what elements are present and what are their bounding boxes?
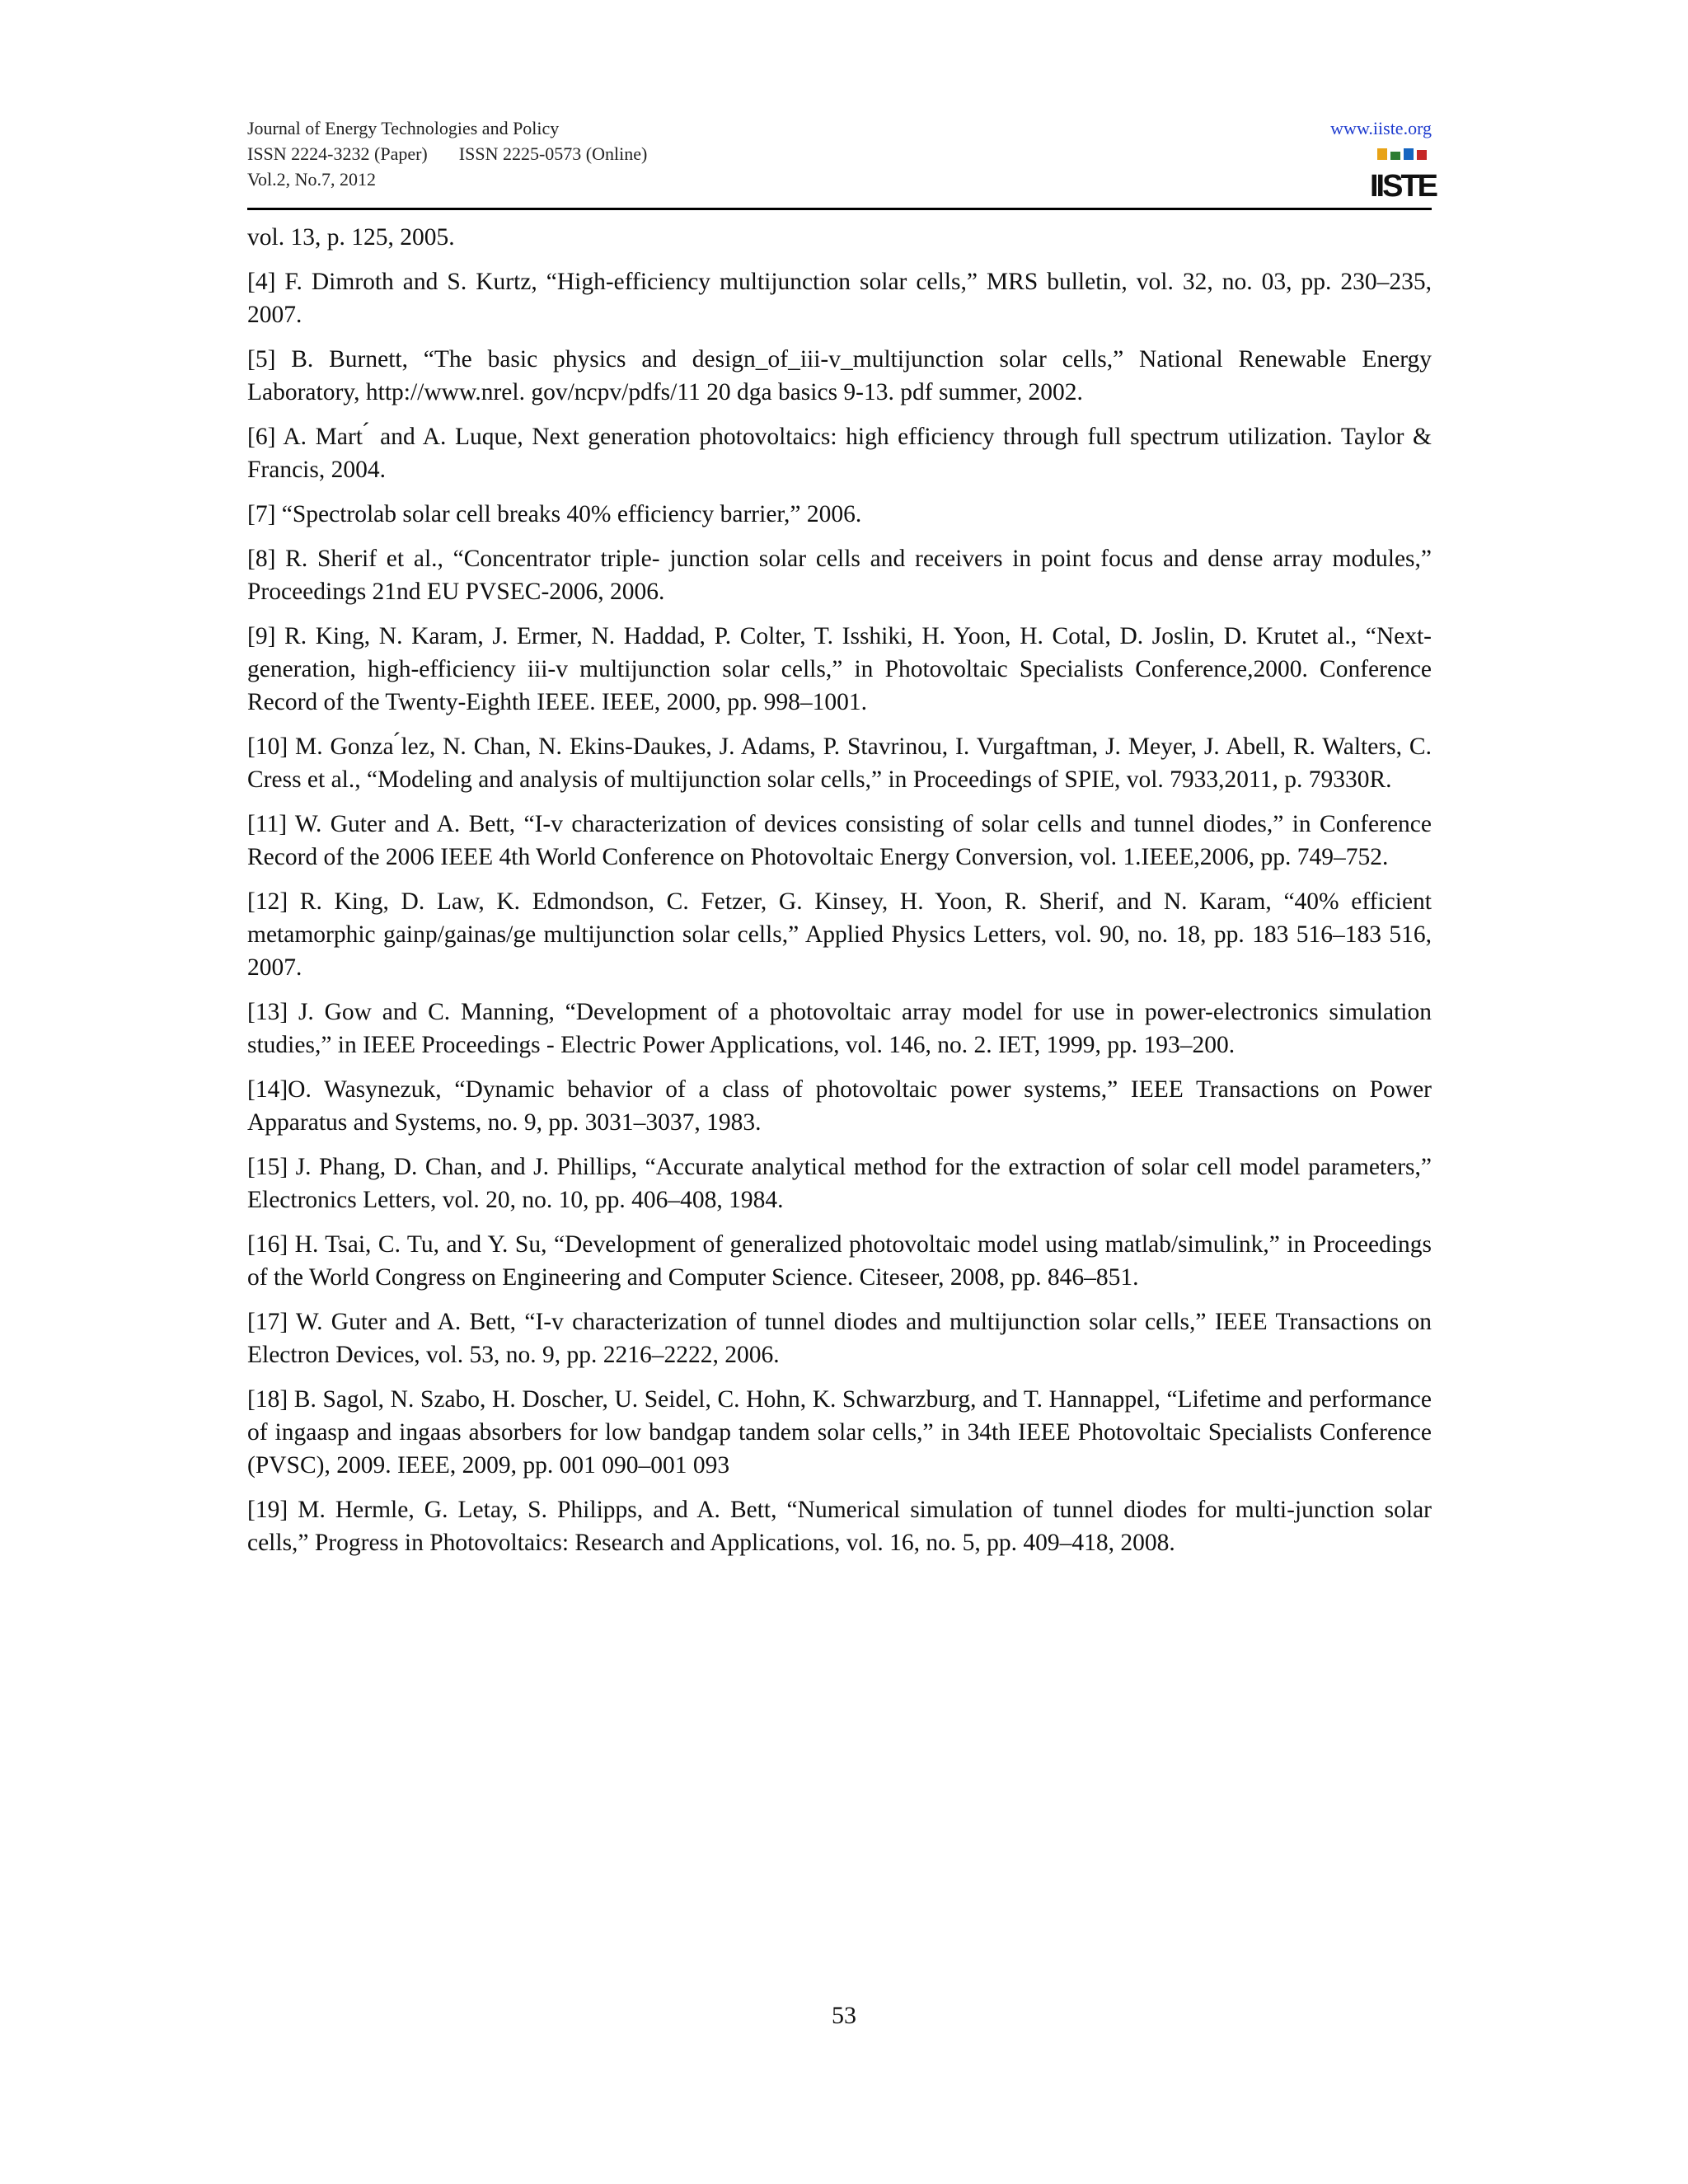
reference-entry: [7] “Spectrolab solar cell breaks 40% efficiency barrier,” 2006. — [247, 501, 862, 527]
header-divider — [247, 208, 1432, 210]
reference-entry: [12] R. King, D. Law, K. Edmondson, C. Fetzer, G. Kinsey, H. Yoon, R. Sherif, and N. Karam, “40% efficient metamorphic gainp/gainas/ge multijunction solar cells,” Applied Physics Letters, vol. 90, no. 18, pp. 183 516–183 516, 2007. — [247, 888, 1432, 981]
reference-entry: [8] R. Sherif et al., “Concentrator triple- junction solar cells and receivers in point focus and dense array modules,” Proceedings 21nd EU PVSEC-2006, 2006. — [247, 546, 1432, 605]
reference-entry: [6] A. Mart ́ and A. Luque, Next generation photovoltaics: high efficiency through full spectrum utilization. Taylor & Francis, 2004. — [247, 424, 1432, 483]
reference-entry: [13] J. Gow and C. Manning, “Development of a photovoltaic array model for use in power-electronics simulation studies,” in IEEE Proceedings - Electric Power Applications, vol. 146, no. 2. IET, 1999, pp. 193–200. — [247, 999, 1432, 1058]
reference-entry: [5] B. Burnett, “The basic physics and design_of_iii-v_multijunction solar cells,” National Renewable Energy Laboratory, http://www.nrel. gov/ncpv/pdfs/11 20 dga basics 9-13. pdf summer, 2002. — [247, 346, 1432, 405]
reference-entry: [15] J. Phang, D. Chan, and J. Phillips, “Accurate analytical method for the extraction of solar cell model parameters,” Electronics Letters, vol. 20, no. 10, pp. 406–408, 1984. — [247, 1154, 1432, 1213]
page-header — [247, 115, 1437, 208]
reference-entry: [17] W. Guter and A. Bett, “I-v characterization of tunnel diodes and multijunction solar cells,” IEEE Transactions on Electron Devices, vol. 53, no. 9, pp. 2216–2222, 2006. — [247, 1309, 1432, 1368]
journal-title: Journal of Energy Technologies and Policy — [247, 118, 560, 138]
page-number: 53 — [832, 2002, 856, 2029]
reference-entry: [16] H. Tsai, C. Tu, and Y. Su, “Development of generalized photovoltaic model using matlab/simulink,” in Proceedings of the World Congress on Engineering and Computer Science. Citeseer, 2008, pp. 846–851. — [247, 1231, 1432, 1291]
reference-entry: [19] M. Hermle, G. Letay, S. Philipps, and A. Bett, “Numerical simulation of tunnel diodes for multi-junction solar cells,” Progress in Photovoltaics: Research and Applications, vol. 16, no. 5, pp. 409–418, 2008. — [247, 1497, 1432, 1556]
issn-online: ISSN 2225-0573 (Online) — [458, 143, 648, 164]
reference-entry: [10] M. Gonza ́lez, N. Chan, N. Ekins-Daukes, J. Adams, P. Stavrinou, I. Vurgaftman, J. Meyer, J. Abell, R. Walters, C. Cress et al., “Modeling and analysis of multijunction solar cells,” in Proceedings of SPIE, vol. 7933,2011, p. 79330R. — [247, 733, 1432, 793]
journal-info — [247, 115, 647, 192]
volume-info: Vol.2, No.7, 2012 — [247, 169, 377, 190]
journal-website-link[interactable]: www.iiste.org — [1330, 118, 1432, 138]
reference-entry: [14]O. Wasynezuk, “Dynamic behavior of a class of photovoltaic power systems,” IEEE Transactions on Power Apparatus and Systems, no. 9, pp. 3031–3037, 1983. — [247, 1076, 1432, 1136]
iiste-logo — [1369, 147, 1437, 204]
reference-entry: [11] W. Guter and A. Bett, “I-v characterization of devices consisting of solar cells and tunnel diodes,” in Conference Record of the 2006 IEEE 4th World Conference on Photovoltaic Energy Conversion, vol. 1.IEEE,2006, pp. 749–752. — [247, 811, 1432, 870]
svg-text:IISTE: IISTE — [1369, 169, 1437, 204]
issn-line — [247, 141, 647, 166]
reference-entry: [4] F. Dimroth and S. Kurtz, “High-efficiency multijunction solar cells,” MRS bulletin, vol. 32, no. 03, pp. 230–235, 2007. — [247, 269, 1432, 328]
reference-list — [247, 221, 1432, 1571]
reference-entry: vol. 13, p. 125, 2005. — [247, 224, 455, 251]
reference-entry: [18] B. Sagol, N. Szabo, H. Doscher, U. Seidel, C. Hohn, K. Schwarzburg, and T. Hannappel, “Lifetime and performance of ingaasp and ingaas absorbers for low bandgap tandem solar cells,” in 34th IEEE Photovoltaic Specialists Conference (PVSC), 2009. IEEE, 2009, pp. 001 090–001 093 — [247, 1386, 1432, 1479]
reference-entry: [9] R. King, N. Karam, J. Ermer, N. Haddad, P. Colter, T. Isshiki, H. Yoon, H. Cotal, D. Joslin, D. Krutet al., “Next-generation, high-efficiency iii-v multijunction solar cells,” in Photovoltaic Specialists Conference,2000. Conference Record of the Twenty-Eighth IEEE. IEEE, 2000, pp. 998–1001. — [247, 623, 1432, 715]
issn-paper: ISSN 2224-3232 (Paper) — [247, 143, 428, 164]
